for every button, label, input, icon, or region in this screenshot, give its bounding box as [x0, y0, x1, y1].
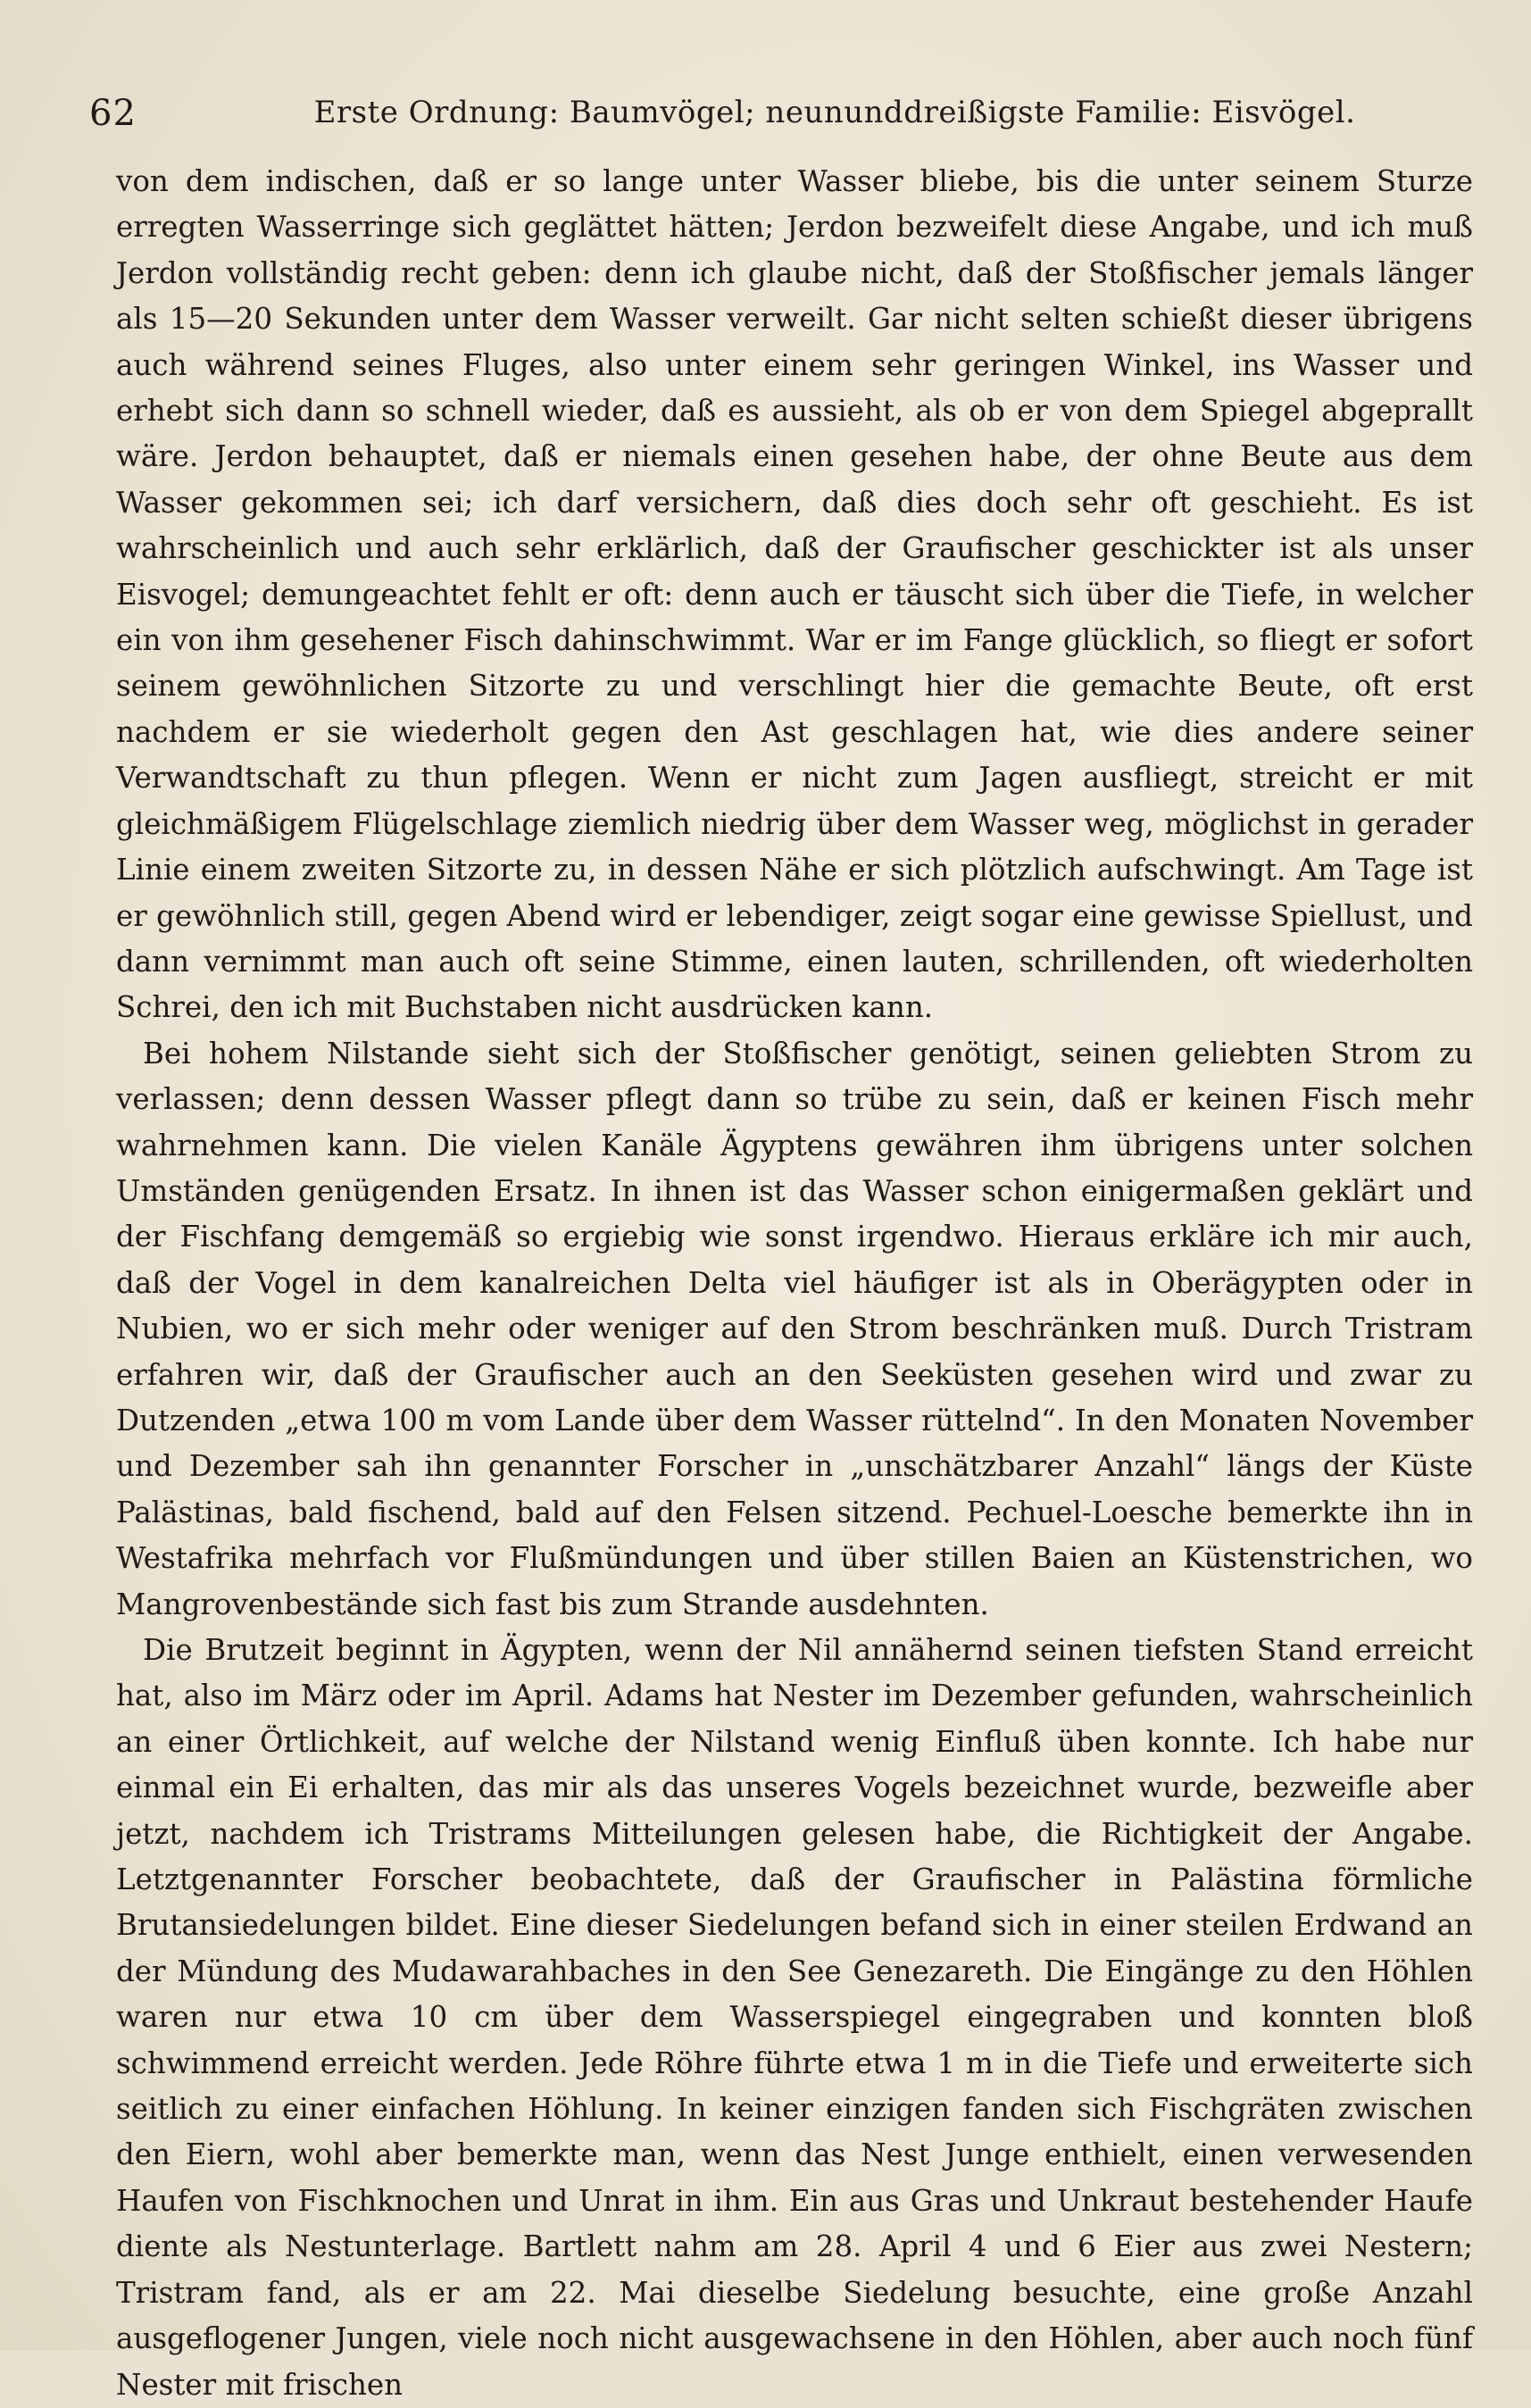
- paragraph-1: von dem indischen, daß er so lange unter Wasser bliebe, bis die unter seinem Sturze erregten Wasserringe sich geglättet hätten; Jerdon bezweifelt diese Angabe, und ich muß Jerdon vollständig recht geben: denn ich glaube nicht, daß der Stoßfischer jemals länger als 15—20 Sekunden unter dem Wasser verweilt. Gar nicht selten schießt dieser übrigens auch während seines Fluges, also unter einem sehr geringen Winkel, ins Wasser und erhebt sich dann so schnell wieder, daß es aussieht, als ob er von dem Spiegel abgeprallt wäre. Jerdon behauptet, daß er niemals einen gesehen habe, der ohne Beute aus dem Wasser gekommen sei; ich darf versichern, daß dies doch sehr oft geschieht. Es ist wahrscheinlich und auch sehr erklärlich, daß der Graufischer geschickter ist als unser Eisvogel; demungeachtet fehlt er oft: denn auch er täuscht sich über die Tiefe, in welcher ein von ihm gesehener Fisch dahinschwimmt. War er im Fange glücklich, so fliegt er sofort seinem gewöhnlichen Sitzorte zu und verschlingt hier die gemachte Beute, oft erst nachdem er sie wiederholt gegen den Ast geschlagen hat, wie dies andere seiner Verwandtschaft zu thun pflegen. Wenn er nicht zum Jagen ausfliegt, streicht er mit gleichmäßigem Flügelschlage ziemlich niedrig über dem Wasser weg, möglichst in gerader Linie einem zweiten Sitzorte zu, in dessen Nähe er sich plötzlich aufschwingt. Am Tage ist er gewöhnlich still, gegen Abend wird er lebendiger, zeigt sogar eine gewisse Spiellust, und dann vernimmt man auch oft seine Stimme, einen lauten, schrillenden, oft wiederholten Schrei, den ich mit Buchstaben nicht ausdrücken kann.: [116, 164, 1473, 1025]
- body-text: [116, 159, 1473, 2408]
- page-number: 62: [89, 93, 137, 134]
- paragraph-2: Bei hohem Nilstande sieht sich der Stoßfischer genötigt, seinen geliebten Strom zu verlassen; denn dessen Wasser pflegt dann so trübe zu sein, daß er keinen Fisch mehr wahrnehmen kann. Die vielen Kanäle Ägyptens gewähren ihm übrigens unter solchen Umständen genügenden Ersatz. In ihnen ist das Wasser schon einigermaßen geklärt und der Fischfang demgemäß so ergiebig wie sonst irgendwo. Hieraus erkläre ich mir auch, daß der Vogel in dem kanalreichen Delta viel häufiger ist als in Oberägypten oder in Nubien, wo er sich mehr oder weniger auf den Strom beschränken muß. Durch Tristram erfahren wir, daß der Graufischer auch an den Seeküsten gesehen wird und zwar zu Dutzenden „etwa 100 m vom Lande über dem Wasser rüttelnd“. In den Monaten November und Dezember sah ihn genannter Forscher in „unschätzbarer Anzahl“ längs der Küste Palästinas, bald fischend, bald auf den Felsen sitzend. Pechuel-Loesche bemerkte ihn in Westafrika mehrfach vor Flußmündungen und über stillen Baien an Küstenstrichen, wo Mangrovenbestände sich fast bis zum Strande ausdehnten.: [116, 1036, 1473, 1621]
- paragraph-3: Die Brutzeit beginnt in Ägypten, wenn der Nil annähernd seinen tiefsten Stand erreicht hat, also im März oder im April. Adams hat Nester im Dezember gefunden, wahrscheinlich an einer Örtlichkeit, auf welche der Nilstand wenig Einfluß üben konnte. Ich habe nur einmal ein Ei erhalten, das mir als das unseres Vogels bezeichnet wurde, bezweifle aber jetzt, nachdem ich Tristrams Mitteilungen gelesen habe, die Richtigkeit der Angabe. Letztgenannter Forscher beobachtete, daß der Graufischer in Palästina förmliche Brutansiedelungen bildet. Eine dieser Siedelungen befand sich in einer steilen Erdwand an der Mündung des Mudawarahbaches in den See Genezareth. Die Eingänge zu den Höhlen waren nur etwa 10 cm über dem Wasserspiegel eingegraben und konnten bloß schwimmend erreicht werden. Jede Röhre führte etwa 1 m in die Tiefe und erweiterte sich seitlich zu einer einfachen Höhlung. In keiner einzigen fanden sich Fischgräten zwischen den Eiern, wohl aber bemerkte man, wenn das Nest Junge enthielt, einen verwesenden Haufen von Fischknochen und Unrat in ihm. Ein aus Gras und Unkraut bestehender Haufe diente als Nestunterlage. Bartlett nahm am 28. April 4 und 6 Eier aus zwei Nestern; Tristram fand, als er am 22. Mai dieselbe Siedelung besuchte, eine große Anzahl ausgeflogener Jungen, viele noch nicht ausgewachsene in den Höhlen, aber auch noch fünf Nester mit frischen: [116, 1633, 1473, 2402]
- running-head: Erste Ordnung: Baumvögel; neununddreißigste Familie: Eisvögel.: [313, 95, 1356, 130]
- page-header: [89, 89, 1446, 143]
